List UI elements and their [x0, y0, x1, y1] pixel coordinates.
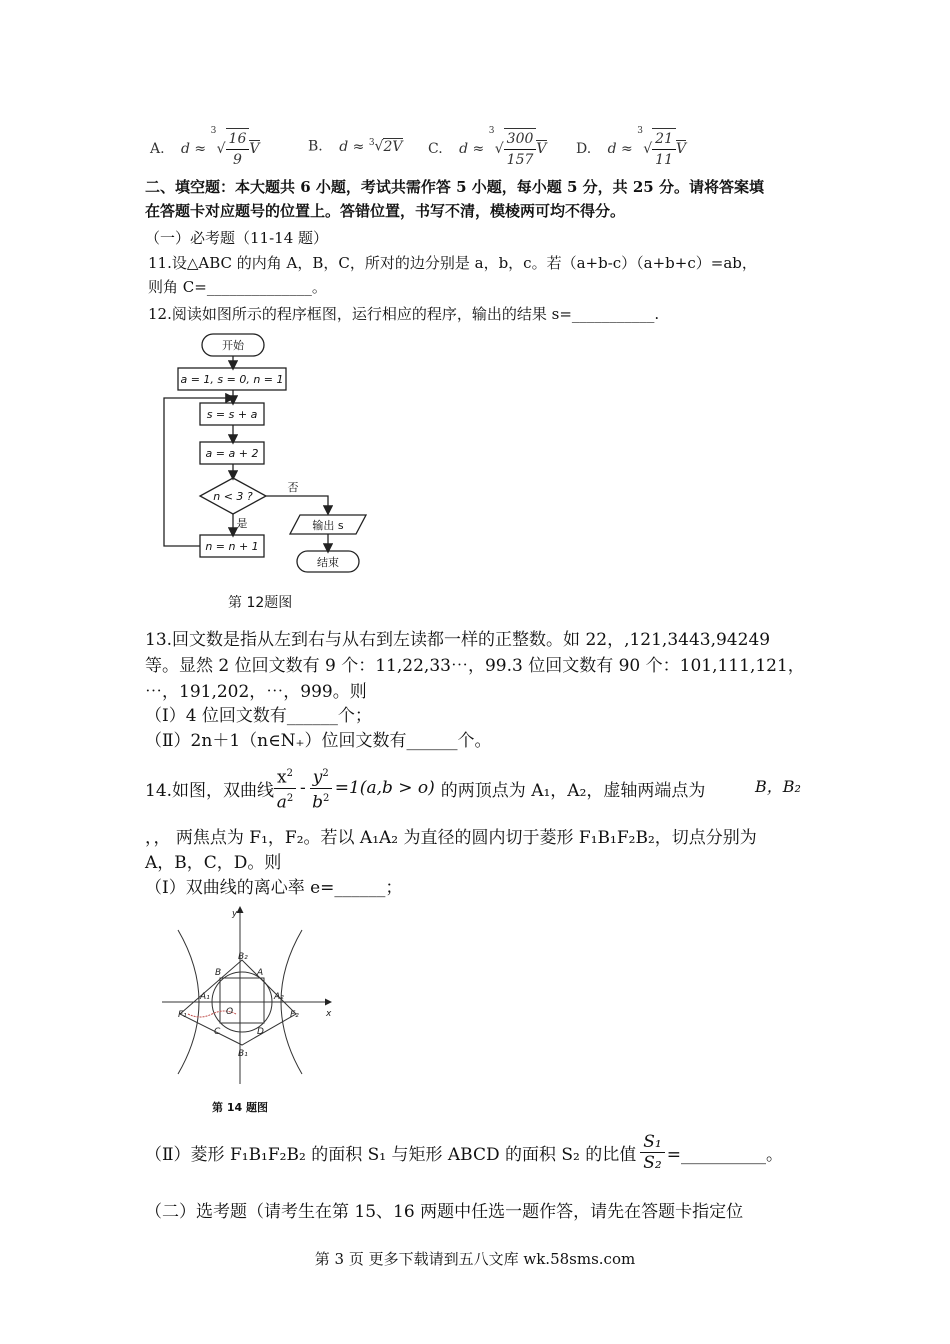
- choice-d: D. d ≈ 3 √ $\frac{21}{11}$ V: [576, 126, 687, 168]
- fig-c: C: [214, 1027, 221, 1037]
- q14-eq-a-sup: 2: [286, 792, 294, 804]
- q14-line2: ，， 两焦点为 F₁，F₂。若以 A₁A₂ 为直径的圆内切于菱形 F₁B₁F₂B₂，切点分别为: [145, 828, 757, 848]
- q11-line2: 则角 C=______________。: [148, 278, 327, 296]
- q14-eq-y: y: [312, 767, 323, 788]
- q12-text: 12.阅读如图所示的程序框图，运行相应的程序，输出的结果 s=___________.: [148, 305, 660, 323]
- fig-f1: F₁: [178, 1010, 187, 1020]
- choice-d-var: V: [676, 141, 687, 157]
- fig-a1: A₁: [200, 992, 210, 1002]
- flow-end: 结束: [317, 556, 339, 569]
- choice-a-prefix: d ≈: [181, 141, 207, 157]
- q14-eq-b: b: [312, 792, 324, 813]
- section2b-line1: （二）选考题（请考生在第 15、16 两题中任选一题作答，请先在答题卡指定位: [145, 1202, 744, 1222]
- q14-line3: A，B，C，D。则: [145, 853, 282, 873]
- q14-eq-b-sup: 2: [323, 792, 330, 804]
- choice-b: B. d ≈ $^3$√2V: [308, 138, 403, 155]
- q14-eq-x-sup: 2: [286, 768, 294, 779]
- choice-b-label: B.: [308, 138, 323, 155]
- section2-sub1: （一）必考题（11-14 题）: [145, 229, 329, 247]
- fig-b1: B₁: [238, 1049, 248, 1059]
- choice-a-radical: 3 √ $\frac{16}{9}$ V: [210, 126, 260, 168]
- fig-a: A: [257, 968, 264, 978]
- page-footer: 第 3 页 更多下载请到五八文库 wk.58sms.com: [314, 1250, 636, 1268]
- choice-b-index: 3: [368, 138, 375, 148]
- q14-lead: 14.如图，双曲线: [145, 780, 275, 801]
- q14-ratio-num: S₁: [640, 1132, 664, 1153]
- flow-cond: n < 3 ?: [213, 490, 253, 503]
- choice-d-index: 3: [637, 126, 643, 136]
- q14-figure: [160, 902, 340, 1087]
- choice-a-label: A.: [150, 141, 165, 157]
- choice-a-var: V: [249, 141, 260, 157]
- choice-b-prefix: d ≈: [339, 138, 365, 155]
- choice-c-var: V: [536, 141, 547, 157]
- choice-c-num: 300: [504, 129, 537, 150]
- flow-step2: a = a + 2: [205, 447, 259, 460]
- q14-eq-a: a: [276, 792, 287, 813]
- choice-c: C. d ≈ 3 √ $\frac{300}{157}$ V: [428, 126, 547, 168]
- choice-d-prefix: d ≈: [607, 141, 633, 157]
- fig-a2: A₂: [274, 992, 284, 1002]
- choice-b-expr: 2V: [383, 138, 403, 155]
- fig-y: y: [232, 909, 238, 919]
- q13-line1: 13.回文数是指从左到右与从右到左读都一样的正整数。如 22，,121,3443,94249: [145, 630, 771, 650]
- fig-o: O: [226, 1007, 234, 1017]
- q14-frac-x: [274, 764, 296, 812]
- choice-c-den: 157: [506, 152, 534, 168]
- q14-b-pts: B，B₂: [755, 777, 801, 796]
- q14-eq-rhs: =1(a,b > o): [334, 778, 435, 799]
- q13-line2: 等。显然 2 位回文数有 9 个：11,22,33⋯，99.3 位回文数有 90 个：101,111,121，: [145, 656, 805, 676]
- choice-d-label: D.: [576, 141, 592, 157]
- q12-flowchart: [150, 330, 390, 575]
- choice-c-label: C.: [428, 141, 443, 157]
- q11-line1: 11.设△ABC 的内角 A，B，C，所对的边分别是 a，b，c。若（a+b-c）（a+b+c）=ab，: [148, 254, 757, 272]
- q14-frac-y: [310, 764, 332, 812]
- q14-part2-tail: =__________。: [666, 1145, 783, 1165]
- section2-line2: 在答题卡对应题号的位置上。答错位置，书写不清，模棱两可均不得分。: [145, 202, 626, 220]
- section2-line1: 二、填空题：本大题共 6 小题，考试共需作答 5 小题，每小题 5 分，共 25 分。请将答案填: [145, 178, 764, 196]
- fig-x: x: [326, 1009, 332, 1019]
- q14-ratio: [640, 1132, 664, 1173]
- q12-caption: 第 12题图: [228, 595, 293, 611]
- q13-part2: （Ⅱ）2n＋1（n∈N₊）位回文数有______个。: [145, 731, 492, 751]
- fig-b: B: [215, 968, 222, 978]
- q14-eq-minus: -: [300, 778, 306, 799]
- q14-eq-x: x: [277, 767, 287, 788]
- fig-d: D: [257, 1027, 264, 1037]
- flow-no: 否: [287, 481, 299, 494]
- q14-eq-y-sup: 2: [322, 768, 329, 779]
- choice-d-num: 21: [652, 129, 676, 150]
- q13-line3: ⋯，191,202，⋯，999。则: [145, 682, 367, 702]
- q13-part1: （Ⅰ）4 位回文数有______个；: [145, 706, 372, 726]
- q14-part2-lead: （Ⅱ）菱形 F₁B₁F₂B₂ 的面积 S₁ 与矩形 ABCD 的面积 S₂ 的比值: [145, 1145, 637, 1165]
- q14-line1: [145, 764, 705, 812]
- flow-start: 开始: [222, 339, 244, 352]
- choice-a-num: 16: [226, 129, 250, 150]
- q14-ratio-den: S₂: [643, 1153, 662, 1173]
- flow-yes: 是: [236, 517, 248, 530]
- choice-a: [150, 128, 260, 170]
- q14-part1: （Ⅰ）双曲线的离心率 e=______；: [145, 878, 403, 898]
- q14-part2: [145, 1132, 783, 1173]
- flow-init: a = 1, s = 0, n = 1: [180, 373, 284, 386]
- choice-c-index: 3: [488, 126, 495, 136]
- fig-b2: B₂: [238, 952, 248, 962]
- q14-after-eq: 的两顶点为 A₁，A₂，虚轴两端点为: [440, 780, 706, 801]
- choice-a-den: 9: [233, 152, 242, 168]
- q14-caption: 第 14 题图: [212, 1101, 268, 1114]
- choice-d-den: 11: [655, 152, 673, 168]
- choice-a-index: 3: [210, 126, 217, 136]
- flow-inc: n = n + 1: [205, 540, 259, 553]
- choice-c-prefix: d ≈: [459, 141, 485, 157]
- flow-step1: s = s + a: [206, 408, 258, 421]
- flow-output: 输出 s: [312, 519, 344, 532]
- fig-f2: F₂: [290, 1010, 299, 1020]
